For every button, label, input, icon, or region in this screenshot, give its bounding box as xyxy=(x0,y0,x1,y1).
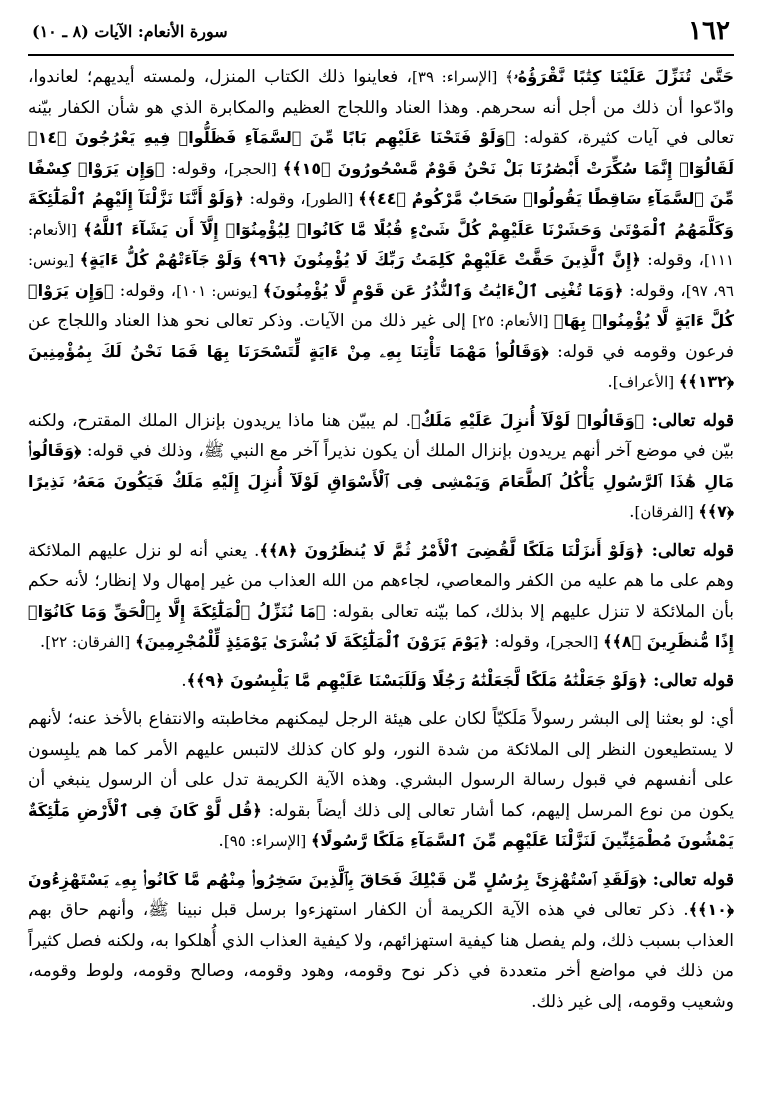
quran-verse: ﴿وَقَالُوا۟ مَالِ هَٰذَا ٱلرَّسُولِ يَأْكُلُ ٱلطَّعَامَ وَيَمْشِى فِى ٱلْأَسْوَاقِ لَوْلَآ أُنزِلَ إِلَيْهِ مَلَكٌ فَيَكُونَ مَعَهُۥ نَذِيرًا ﴿٧﴾﴾ xyxy=(28,441,734,521)
verse-reference: [الأعراف] xyxy=(612,373,679,391)
verse-reference: [يونس: ٩٦، ٩٧] xyxy=(28,251,734,300)
body-text: ، وقوله: xyxy=(164,158,229,179)
body-text: . xyxy=(607,372,613,392)
body-text: . xyxy=(629,502,635,522)
paragraph-1 xyxy=(28,62,734,398)
page-header xyxy=(28,14,734,56)
body-text: ، وقوله: xyxy=(243,189,306,209)
verse-reference: [الحجر] xyxy=(228,159,283,178)
body-text: أي: لو بعثنا إلى البشر رسولاً مَلَكيّاً لكان على هيئة الرجل ليمكنهم مخاطبته والانتفاع بالأخذ عنه؛ لأنهم لا يستطيعون النظر إلى الملائكة من شدة النور، ولو كان كذلك لالتبس عليهم الأمر كما هم يلبِسون على أنفسهم في قبول رسالة الرسول البشري. وهذه الآية الكريمة تدل على أن الرسول ينبغي أن يكون من نوع المرسل إليهم، كما أشار تعالى إلى ذلك أيضاً بقوله: xyxy=(28,709,734,821)
verse-reference: ﴾ [الإسراء: ٣٩] xyxy=(412,68,514,86)
verse-reference: [الفرقان: ٢٢] xyxy=(45,633,136,651)
body-text: . لم يبيّن هنا ماذا يريدون بإنزال الملك المقترح، ولكنه بيّن في موضع آخر أنهم يريدون بإنزال الملك أن يكون نذيراً آخر مع النبي ﷺ، وذلك في قوله: xyxy=(28,410,734,461)
quran-verse: ﴿وَقَالُوا۟ لَوْلَآ أُنزِلَ عَلَيْهِ مَلَكٌ﴾ xyxy=(411,410,645,430)
section-lead: قوله تعالى: xyxy=(647,670,734,691)
body-text: إلى غير ذلك من الآيات. وذكر تعالى نحو هذا العناد واللجاج عن فرعون وقومه في قوله: xyxy=(28,311,734,362)
body-text: . xyxy=(39,632,46,652)
quran-verse: ﴿مَا نُنَزِّلُ ٱلْمَلَٰٓئِكَةَ إِلَّا بِٱلْحَقِّ وَمَا كَانُوٓا۟ إِذًا مُّنظَرِينَ ﴿٨﴾﴾ xyxy=(28,601,734,651)
quran-verse: ﴿قُل لَّوْ كَانَ فِى ٱلْأَرْضِ مَلَٰٓئِكَةٌ يَمْشُونَ مُطْمَئِنِّينَ لَنَزَّلْنَا عَلَيْهِم مِّنَ ٱلسَّمَآءِ مَلَكًا رَّسُولًا﴾ xyxy=(28,800,734,850)
section-lead: قوله تعالى: xyxy=(644,410,735,431)
quran-verse: ﴿وَمَا تُغْنِى ٱلْءَايَٰتُ وَٱلنُّذُرُ عَن قَوْمٍ لَّا يُؤْمِنُونَ﴾ xyxy=(262,280,624,300)
quran-verse: ﴿وَلَوْ أَنَّنَا نَزَّلْنَآ إِلَيْهِمُ ٱلْمَلَٰٓئِكَةَ وَكَلَّمَهُمُ ٱلْمَوْتَىٰ وَحَشَرْنَا عَلَيْهِمْ كُلَّ شَىْءٍ قُبُلًا مَّا كَانُوا۟ لِيُؤْمِنُوٓا۟ إِلَّآ أَن يَشَآءَ ٱللَّهُ﴾ xyxy=(28,189,734,239)
paragraph-4 xyxy=(28,666,734,697)
verse-reference: [الحجر] xyxy=(550,633,604,651)
body-text: . xyxy=(181,670,187,691)
paragraph-5 xyxy=(28,704,734,857)
paragraph-3 xyxy=(28,536,734,658)
quran-verse: ﴿وَإِن يَرَوْا۟ كِسْفًا مِّنَ ٱلسَّمَآءِ سَاقِطًا يَقُولُوا۟ سَحَابٌ مَّرْكُومٌ ﴿٤٤﴾﴾ xyxy=(28,158,735,208)
quran-verse: ﴿وَلَقَدِ ٱسْتُهْزِئَ بِرُسُلٍ مِّن قَبْلِكَ فَحَاقَ بِٱلَّذِينَ سَخِرُوا۟ مِنْهُم مَّا كَانُوا۟ بِهِۦ يَسْتَهْزِءُونَ ﴿١٠﴾﴾ xyxy=(28,869,734,919)
text-body xyxy=(28,62,734,1017)
verse-reference: [يونس: ١٠١] xyxy=(176,281,263,300)
verse-reference: [الأنعام: ٢٥] xyxy=(472,312,555,330)
body-text: ، وقوله: xyxy=(640,250,704,270)
quran-verse: حَتَّىٰ تُنَزِّلَ عَلَيْنَا كِتَٰبًا نَّقْرَؤُهُۥ xyxy=(513,67,734,86)
section-lead: قوله تعالى: xyxy=(644,540,735,561)
verse-reference: [الأنعام: ١١١] xyxy=(28,220,735,269)
quran-verse: ﴿وَإِن يَرَوْا۟ كُلَّ ءَايَةٍ لَّا يُؤْمِنُوا۟ بِهَا﴾ xyxy=(28,280,735,330)
body-text: ، وقوله: xyxy=(623,280,686,301)
quran-verse: ﴿وَلَوْ جَعَلْنَٰهُ مَلَكًا لَّجَعَلْنَٰهُ رَجُلًا وَلَلَبَسْنَا عَلَيْهِم مَّا يَلْبِسُونَ ﴿٩﴾﴾ xyxy=(186,670,648,690)
body-text: ، فعاينوا ذلك الكتاب المنزل، ولمسته أيديهم؛ لعاندوا، وادّعوا أن ذلك من أجل أنه سحرهم. وهذا العناد واللجاج العظيم والمكابرة الذي هو شأن الكفار بيّنه تعالى في آيات كثيرة، كقوله: xyxy=(28,67,734,148)
verse-reference: [الطور] xyxy=(305,190,359,208)
body-text: . يعني أنه لو نزل عليهم الملائكة وهم على ما هم عليه من الكفر والمعاصي، لجاءهم من الله العذاب من غير إمهال ولا إنظار؛ لأنه حكم بأن الملائكة لا تنزل عليهم إلا بذلك، كما بيّنه تعالى بقوله: xyxy=(28,540,734,622)
section-lead: قوله تعالى: xyxy=(646,869,734,890)
page xyxy=(28,14,734,1084)
quran-verse: ﴿إِنَّ ٱلَّذِينَ حَقَّتْ عَلَيْهِمْ كَلِمَتُ رَبِّكَ لَا يُؤْمِنُونَ ﴿٩٦﴾ وَلَوْ جَآءَتْهُمْ كُلُّ ءَايَةٍ﴾ xyxy=(79,250,641,269)
body-text: ، وقوله: xyxy=(488,632,551,652)
body-text: . xyxy=(218,831,224,851)
quran-verse: ﴿يَوْمَ يَرَوْنَ ٱلْمَلَٰٓئِكَةَ لَا بُشْرَىٰ يَوْمَئِذٍ لِّلْمُجْرِمِينَ﴾ xyxy=(135,632,489,651)
verse-reference: [الفرقان] xyxy=(634,503,699,521)
running-head: سورة الأنعام: الآيات (٨ ـ ١٠) xyxy=(32,22,228,41)
paragraph-6 xyxy=(28,865,734,1018)
quran-verse: ﴿وَلَوْ أَنزَلْنَا مَلَكًا لَّقُضِىَ ٱلْأَمْرُ ثُمَّ لَا يُنظَرُونَ ﴿٨﴾﴾ xyxy=(259,540,645,560)
paragraph-2 xyxy=(28,406,734,528)
verse-reference: [الإسراء: ٩٥] xyxy=(223,832,312,850)
quran-verse: ﴿وَقَالُوا۟ مَهْمَا تَأْتِنَا بِهِۦ مِنْ ءَايَةٍ لِّتَسْحَرَنَا بِهَا فَمَا نَحْنُ لَكَ بِمُؤْمِنِينَ ﴿١٣٢﴾﴾ xyxy=(28,341,734,391)
body-text: . ذكر تعالى في هذه الآية الكريمة أن الكفار استهزءوا برسل قبل نبينا ﷺ، وأنهم حاق بهم العذاب بسبب ذلك، ولم يفصل هنا كيفية استهزائهم، ولا كيفية العذاب الذي أُهلكوا به، ولكنه فصل كثيراً من ذلك في مواضع أخر متعددة في ذكر نوح وقومه، وهود وقومه، وصالح وقومه، ولوط وقومه، وشعيب وقومه، إلى غير ذلك. xyxy=(28,900,734,1012)
body-text: ، وقوله: xyxy=(113,280,177,301)
quran-verse: ﴿وَلَوْ فَتَحْنَا عَلَيْهِم بَابًا مِّنَ ٱلسَّمَآءِ فَظَلُّوا۟ فِيهِ يَعْرُجُونَ ﴿١٤﴾ لَقَالُوٓا۟ إِنَّمَا سُكِّرَتْ أَبْصَٰرُنَا بَلْ نَحْنُ قَوْمٌ مَّسْحُورُونَ ﴿١٥﴾﴾ xyxy=(28,128,734,178)
page-number: ١٦٢ xyxy=(688,16,730,46)
